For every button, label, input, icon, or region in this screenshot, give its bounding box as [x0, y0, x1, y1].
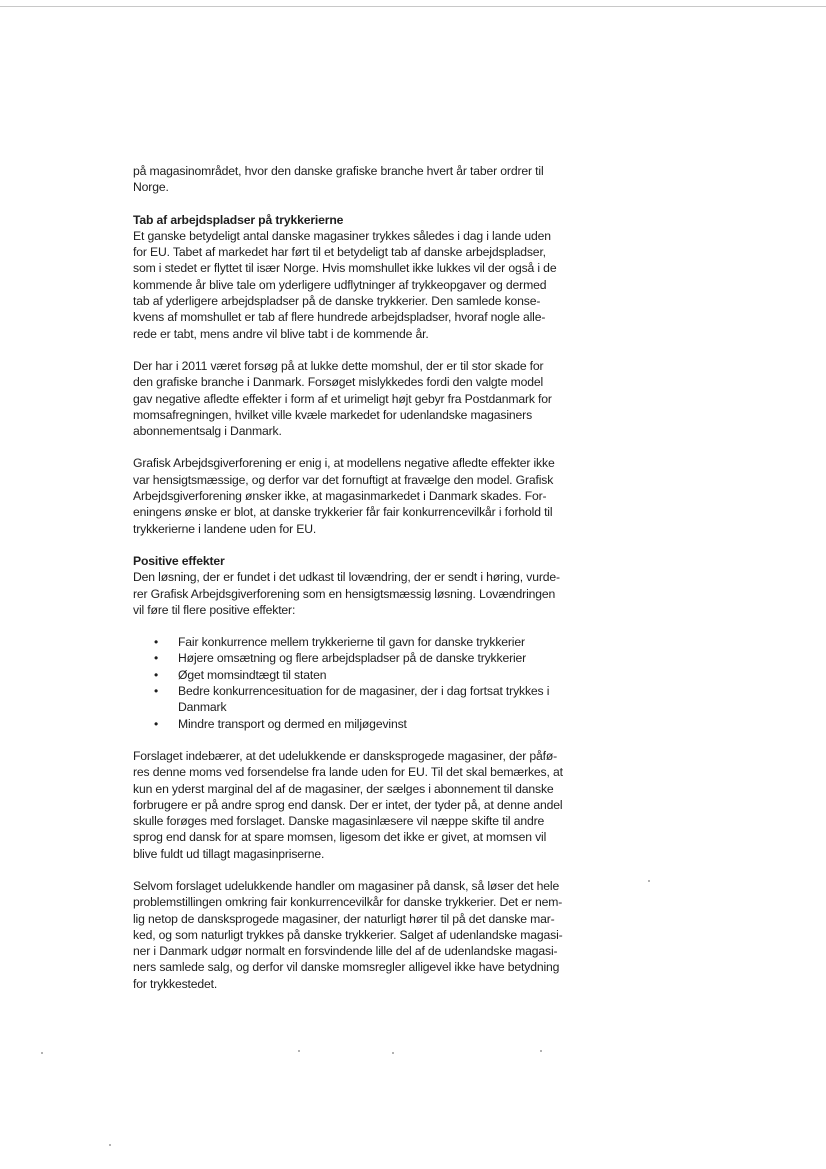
bullet-list — [133, 634, 605, 732]
text-line: lig netop de dansksprogede magasiner, der naturligt hører til på det danske mar- — [133, 911, 555, 926]
paragraph-forsoeg-2011 — [133, 358, 605, 439]
scan-speck — [109, 1144, 111, 1146]
text-line: ked, og som naturligt trykkes på danske trykkerier. Salget af udenlandske magasi- — [133, 927, 563, 942]
list-item — [178, 667, 605, 683]
text-line: gav negative afledte effekter i form af et urimeligt højt gebyr fra Postdanmark for — [133, 391, 552, 406]
text-line: kvens af momshullet er tab af flere hundrede arbejdspladser, hvoraf nogle alle- — [133, 310, 546, 325]
text-line: vil føre til flere positive effekter: — [133, 602, 296, 617]
text-line: som i stedet er flyttet til især Norge. Hvis momshullet ikke lukkes vil der også i de — [133, 261, 557, 276]
text-line: Arbejdsgiverforening ønsker ikke, at magasinmarkedet i Danmark skades. For- — [133, 489, 547, 504]
list-item — [178, 650, 605, 666]
text-line: rer Grafisk Arbejdsgiverforening som en hensigtsmæssig løsning. Lovændringen — [133, 586, 556, 601]
text-line: ner i Danmark udgør normalt en forsvindende lille del af de udenlandske magasi- — [133, 944, 558, 959]
text-line: blive fuldt ud tillagt magasinpriserne. — [133, 846, 325, 861]
text-line: ners samlede salg, og derfor vil danske momsregler alligevel ikke have betydning — [133, 960, 560, 975]
text-line: res denne moms ved forsendelse fra lande uden for EU. Til det skal bemærkes, at — [133, 765, 563, 780]
text-line: på magasinområdet, hvor den danske grafiske branche hvert år taber ordrer til — [133, 164, 544, 178]
text-line: eningens ønske er blot, at danske trykkerier får fair konkurrencevilkår i forhold til — [133, 505, 553, 520]
text-line: den grafiske branche i Danmark. Forsøget mislykkedes fordi den valgte model — [133, 375, 544, 390]
paragraph-gap — [133, 732, 605, 748]
text-line: Grafisk Arbejdsgiverforening er enig i, at modellens negative afledte effekter ikke — [133, 456, 555, 471]
text-line: for trykkestedet. — [133, 976, 218, 991]
text-line: problemstillingen omkring fair konkurrencevilkår for danske trykkerier. Det er nem- — [133, 895, 563, 910]
paragraph-gap — [133, 196, 605, 212]
scan-speck — [298, 1050, 300, 1052]
section-positive-effekter — [133, 553, 605, 618]
section-heading: Tab af arbejdspladser på trykkerierne — [133, 212, 344, 227]
text-line: Den løsning, der er fundet i det udkast til lovændring, der er sendt i høring, vurde- — [133, 570, 560, 585]
paragraph-selvom-forslaget — [133, 878, 605, 992]
text-line: var hensigtsmæssige, og derfor var det fornuftigt at fravælge den model. Grafisk — [133, 472, 554, 487]
text-line: abonnementsalg i Danmark. — [133, 424, 282, 439]
text-line: • Fair konkurrence mellem trykkerierne til gavn for danske trykkerier — [178, 635, 525, 650]
text-line: tab af yderligere arbejdspladser på de danske trykkerier. Den samlede konse- — [133, 294, 541, 309]
list-item — [178, 716, 605, 732]
text-line: Norge. — [133, 180, 169, 195]
paragraph-gap — [133, 537, 605, 553]
text-line: Forslaget indebærer, at det udelukkende er dansksprogede magasiner, der påfø- — [133, 748, 558, 763]
paragraph-gap — [133, 342, 605, 358]
text-line: rede er tabt, mens andre vil blive tabt i de kommende år. — [133, 326, 429, 341]
text-line: Der har i 2011 været forsøg på at lukke dette momshul, der er til stor skade for — [133, 358, 544, 373]
paragraph-grafisk-enig — [133, 455, 605, 536]
document-body — [133, 163, 605, 992]
scan-speck — [648, 880, 650, 882]
text-line: kommende år blive tale om yderligere udflytninger af trykkeopgaver og dermed — [133, 277, 547, 292]
text-line: • Bedre konkurrencesituation for de magasiner, der i dag fortsat trykkes i — [178, 684, 550, 699]
text-line: Et ganske betydeligt antal danske magasiner trykkes således i dag i lande uden — [133, 228, 551, 243]
text-line: • Højere omsætning og flere arbejdspladser på de danske trykkerier — [178, 651, 527, 666]
scan-speck — [540, 1050, 542, 1052]
paragraph-intro — [133, 163, 605, 196]
section-tab-af-arbejdspladser — [133, 212, 605, 342]
text-line: Selvom forslaget udelukkende handler om magasiner på dansk, så løser det hele — [133, 878, 560, 893]
section-heading: Positive effekter — [133, 553, 225, 568]
text-line: sprog end dansk for at spare momsen, ligesom det ikke er givet, at momsen vil — [133, 830, 547, 845]
text-line: forbrugere er på andre sprog end dansk. Der er intet, der tyder på, at denne andel — [133, 797, 563, 812]
text-line: trykkerierne i landene uden for EU. — [133, 521, 317, 536]
scan-speck — [41, 1052, 43, 1054]
paragraph-gap — [133, 439, 605, 455]
list-item — [178, 683, 605, 716]
paragraph-forslaget-indebaerer — [133, 748, 605, 862]
text-line: • Mindre transport og dermed en miljøgevinst — [178, 716, 407, 731]
text-line: kun en yderst marginal del af de magasiner, der sælges i abonnement til danske — [133, 781, 554, 796]
text-line: Danmark — [178, 700, 227, 715]
text-line: • Øget momsindtægt til staten — [178, 667, 327, 682]
scan-speck — [392, 1052, 394, 1054]
page-top-rule — [0, 6, 826, 7]
list-item — [178, 634, 605, 650]
text-line: momsafregningen, hvilket ville kvæle markedet for udenlandske magasiners — [133, 407, 533, 422]
text-line: skulle forøges med forslaget. Danske magasinlæsere vil næppe skifte til andre — [133, 814, 545, 829]
paragraph-gap — [133, 862, 605, 878]
text-line: for EU. Tabet af markedet har ført til et betydeligt tab af danske arbejdspladser, — [133, 245, 546, 260]
